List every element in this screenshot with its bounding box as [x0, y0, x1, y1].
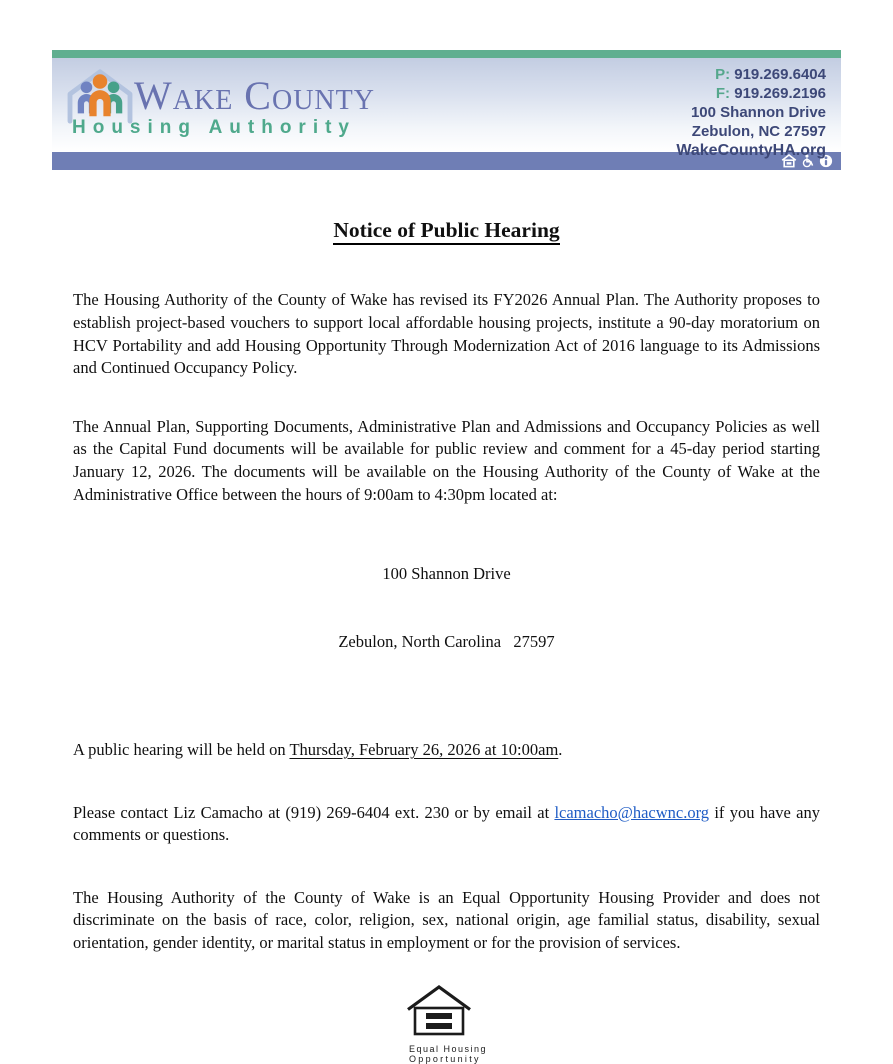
header-address-line1: 100 Shannon Drive	[690, 104, 826, 121]
fax-label: F:	[715, 85, 731, 102]
header-address-line2: Zebulon, NC 27597	[691, 123, 826, 140]
contact-prefix: Please contact Liz Camacho at (919) 269-6404 ext. 230 or by email at	[73, 802, 555, 822]
org-subtitle: Housing Authority	[72, 117, 356, 138]
letterhead	[52, 50, 841, 170]
office-address-line1: 100 Shannon Drive	[382, 564, 511, 584]
org-name: Wake County	[134, 73, 375, 118]
office-address-line2: Zebulon, North Carolina 27597	[338, 632, 555, 652]
header-main	[52, 58, 841, 159]
contact-suffix: if you have any comments or questions.	[73, 802, 820, 845]
equal-housing-house-icon	[406, 1022, 472, 1041]
house-people-logo-icon	[62, 65, 138, 125]
document-body	[0, 216, 893, 1064]
page-title	[73, 216, 820, 245]
contact-instructions	[73, 802, 820, 847]
hearing-prefix: A public hearing will be held on	[73, 739, 290, 759]
office-address-block	[73, 518, 820, 699]
page-title-text: Notice of Public Hearing	[333, 218, 559, 245]
header-top-green-bar	[52, 50, 841, 58]
org-logo-block	[52, 58, 375, 152]
phone-line	[676, 65, 826, 84]
equal-opportunity-statement: The Housing Authority of the County of Wake is an Equal Opportunity Housing Provider and does not discriminate on the basis of race, color, religion, sex, national origin, age familial status, disability, sexual orientation, gender identity, or marital status in employment or for the provision of services.	[73, 887, 820, 952]
fax-line	[676, 84, 826, 103]
eho-caption-line1: Equal Housing	[408, 1044, 488, 1055]
eho-caption-line2: Opportunity	[408, 1054, 481, 1064]
equal-housing-opportunity-logo	[406, 985, 487, 1064]
hearing-datetime: Thursday, February 26, 2026 at 10:00am	[289, 739, 559, 759]
phone-number: 919.269.6404	[734, 66, 826, 83]
org-website: WakeCountyHA.org	[676, 142, 826, 159]
hearing-suffix: .	[558, 739, 563, 759]
contact-email-link[interactable]: lcamacho@hacwnc.org	[554, 802, 710, 822]
paragraph-plan-revision: The Housing Authority of the County of Wake has revised its FY2026 Annual Plan. The Authority proposes to establish project-based vouchers to support local affordable housing projects, institute a 90-day moratorium on HCV Portability and add Housing Opportunity Through Modernization Act of 2016 language to its Admissions and Continued Occupancy Policy.	[73, 290, 820, 378]
fax-number: 919.269.2196	[734, 85, 826, 102]
phone-label: P:	[715, 66, 731, 83]
hearing-announcement	[73, 739, 820, 762]
header-contact-block	[676, 58, 841, 159]
paragraph-document-availability: The Annual Plan, Supporting Documents, Administrative Plan and Admissions and Occupancy Policies as well as the Capital Fund documents will be available for public review and comment for a 45-day period starting January 12, 2026. The documents will be available on the Housing Authority of the County of Wake at the Administrative Office between the hours of 9:00am to 4:30pm located at:	[73, 416, 820, 504]
